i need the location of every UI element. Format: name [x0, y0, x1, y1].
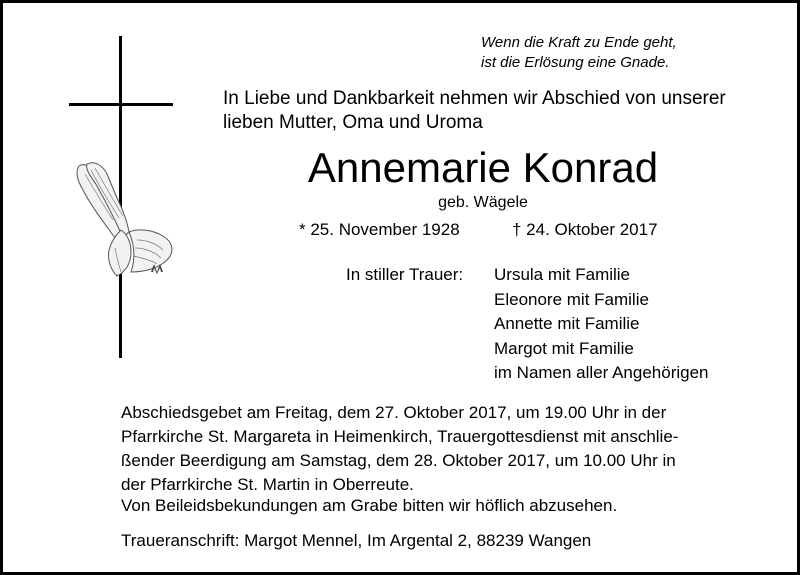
intro-text — [223, 87, 783, 135]
service-line: ßender Beerdigung am Samstag, dem 28. Oktober 2017, um 10.00 Uhr in — [121, 451, 676, 470]
intro-line-1: In Liebe und Dankbarkeit nehmen wir Abschied von unserer — [223, 88, 726, 109]
mourning-address: Traueranschrift: Margot Mennel, Im Argental 2, 88239 Wangen — [121, 531, 592, 550]
motto-quote — [481, 33, 741, 73]
service-details — [121, 401, 761, 497]
cross-horizontal-beam — [69, 103, 173, 106]
motto-line-2: ist die Erlösung eine Gnade. — [481, 54, 670, 71]
motto-line-1: Wenn die Kraft zu Ende geht, — [481, 34, 677, 51]
mourner-item: Margot mit Familie — [494, 338, 634, 358]
mourners-list — [494, 263, 709, 386]
intro-line-2: lieben Mutter, Oma und Uroma — [223, 112, 483, 133]
praying-hands-icon — [65, 160, 177, 285]
mourner-item: Ursula mit Familie — [494, 265, 631, 284]
condolence-note: Von Beileidsbekundungen am Grabe bitten wir höflich abzusehen. — [121, 496, 618, 515]
maiden-name: geb. Wägele — [438, 194, 528, 211]
mourner-item: Eleonore mit Familie — [494, 289, 649, 309]
mourner-item: im Namen aller Angehörigen — [494, 363, 709, 382]
service-line: der Pfarrkirche St. Martin in Oberreute. — [121, 475, 414, 494]
service-line: Abschiedsgebet am Freitag, dem 27. Oktober 2017, um 19.00 Uhr in der — [121, 403, 667, 422]
deceased-name: Annemarie Konrad — [307, 144, 659, 191]
birth-date: * 25. November 1928 — [299, 220, 460, 239]
mourners-label: In stiller Trauer: — [346, 265, 464, 284]
service-line: Pfarrkirche St. Margareta in Heimenkirch, Trauergottesdienst mit anschlie- — [121, 427, 679, 446]
death-date: † 24. Oktober 2017 — [512, 220, 658, 239]
mourner-item: Annette mit Familie — [494, 314, 640, 333]
